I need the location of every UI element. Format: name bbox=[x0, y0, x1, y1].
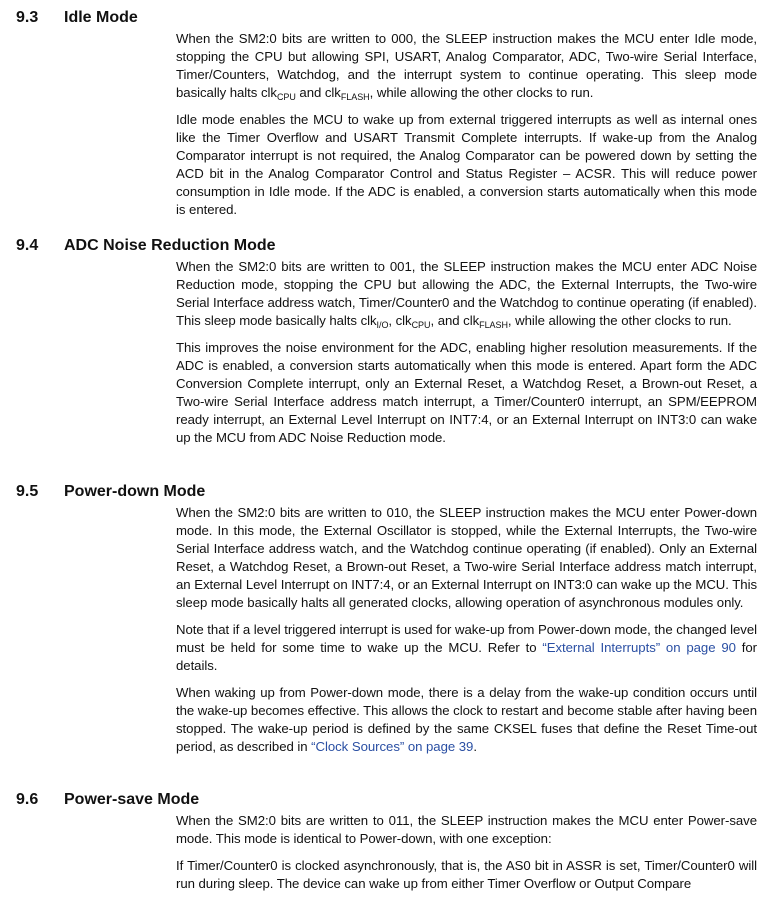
xref-clock-sources[interactable]: “Clock Sources” on page 39 bbox=[311, 739, 474, 754]
section-title: Idle Mode bbox=[64, 9, 138, 26]
paragraph: When the SM2:0 bits are written to 011, the SLEEP instruction makes the MCU enter Power-save mode. This mode is identical to Power-down, with one exception: bbox=[176, 813, 757, 846]
paragraph: When the SM2:0 bits are written to 010, the SLEEP instruction makes the MCU enter Power-down mode. In this mode, the External Oscillator is stopped, while the External Interrupts, the Two-wire Serial Interface address watch, and the Watchdog continue operating (if enabled). Only an External Reset, a Watchdog Reset, a Brown-out Reset, a Two-wire Serial Interface address match interrupt, an External Level Interrupt on INT7:4, or an External Interrupt on INT3:0 can wake up the MCU. This sleep mode basically halts all generated clocks, allowing operation of asynchronous modules only. bbox=[176, 505, 757, 610]
paragraph: This improves the noise environment for the ADC, enabling higher resolution measurements. If the ADC is enabled, a conversion starts automatically when this mode is entered. Apart form the ADC Conversion Complete interrupt, only an External Reset, a Watchdog Reset, a Brown-out Reset, a Two-wire Serial Interface address match interrupt, a Timer/Counter0 interrupt, an SPM/EEPROM ready interrupt, an External Level Interrupt on INT7:4, or an External Interrupt on INT3:0 can wake up the MCU from ADC Noise Reduction mode. bbox=[176, 340, 757, 445]
paragraph: Idle mode enables the MCU to wake up from external triggered interrupts as well as internal ones like the Timer Overflow and USART Transmit Complete interrupts. If wake-up from the Analog Comparator interrupt is not required, the Analog Comparator can be powered down by setting the ACD bit in the Analog Comparator Control and Status Register – ACSR. This will reduce power consumption in Idle mode. If the ADC is enabled, a conversion starts automatically when this mode is entered. bbox=[176, 112, 757, 217]
paragraph: Note that if a level triggered interrupt is used for wake-up from Power-down mode, the changed level must be held for some time to wake up the MCU. Refer to “External Interrupts” on page 90 for details. bbox=[176, 622, 757, 673]
paragraph: When the SM2:0 bits are written to 001, the SLEEP instruction makes the MCU enter ADC Noise Reduction mode, stopping the CPU but allowing the ADC, the External Interrupts, the Two-wire Serial Interface address watch, Timer/Counter0 and the Watchdog to continue operating (if enabled). This sleep mode basically halts clk$_{I/O}$, clk$_{CPU}$, and clk$_{FLASH}$, while allowing the other clocks to run. bbox=[176, 259, 758, 330]
section-idle-mode bbox=[0, 8, 774, 228]
section-body bbox=[176, 812, 757, 893]
section-title: Power-save Mode bbox=[64, 791, 200, 808]
section-heading bbox=[0, 236, 774, 258]
section-number: 9.3 bbox=[16, 9, 39, 26]
section-title: ADC Noise Reduction Mode bbox=[64, 237, 276, 254]
section-heading bbox=[0, 790, 774, 812]
section-heading bbox=[0, 482, 774, 504]
section-body bbox=[176, 30, 757, 219]
section-title: Power-down Mode bbox=[64, 483, 206, 500]
paragraph: If Timer/Counter0 is clocked asynchronously, that is, the AS0 bit in ASSR is set, Timer/Counter0 will run during sleep. The device can wake up from either Timer Overflow or Output Compare bbox=[176, 858, 757, 891]
section-power-save-mode bbox=[0, 790, 774, 893]
section-body bbox=[176, 504, 757, 756]
section-number: 9.4 bbox=[16, 237, 39, 254]
section-power-down-mode bbox=[0, 482, 774, 765]
section-adc-noise-reduction-mode bbox=[0, 236, 774, 456]
section-body bbox=[176, 258, 757, 447]
section-number: 9.5 bbox=[16, 483, 39, 500]
section-heading bbox=[0, 8, 774, 30]
paragraph: When the SM2:0 bits are written to 000, the SLEEP instruction makes the MCU enter Idle mode, stopping the CPU but allowing SPI, USART, Analog Comparator, ADC, Two-wire Serial Interface, Timer/Counters, Watchdog, and the interrupt system to continue operating. This sleep mode basically halts clk$_{CPU}$ and clk$_{FLASH}$, while allowing the other clocks to run. bbox=[176, 31, 757, 102]
xref-external-interrupts[interactable]: “External Interrupts” on page 90 bbox=[542, 640, 736, 655]
section-number: 9.6 bbox=[16, 791, 39, 808]
paragraph: When waking up from Power-down mode, there is a delay from the wake-up condition occurs until the wake-up becomes effective. This allows the clock to restart and become stable after having been stopped. The wake-up period is defined by the same CKSEL fuses that define the Reset Time-out period, as described in “Clock Sources” on page 39. bbox=[176, 685, 757, 754]
